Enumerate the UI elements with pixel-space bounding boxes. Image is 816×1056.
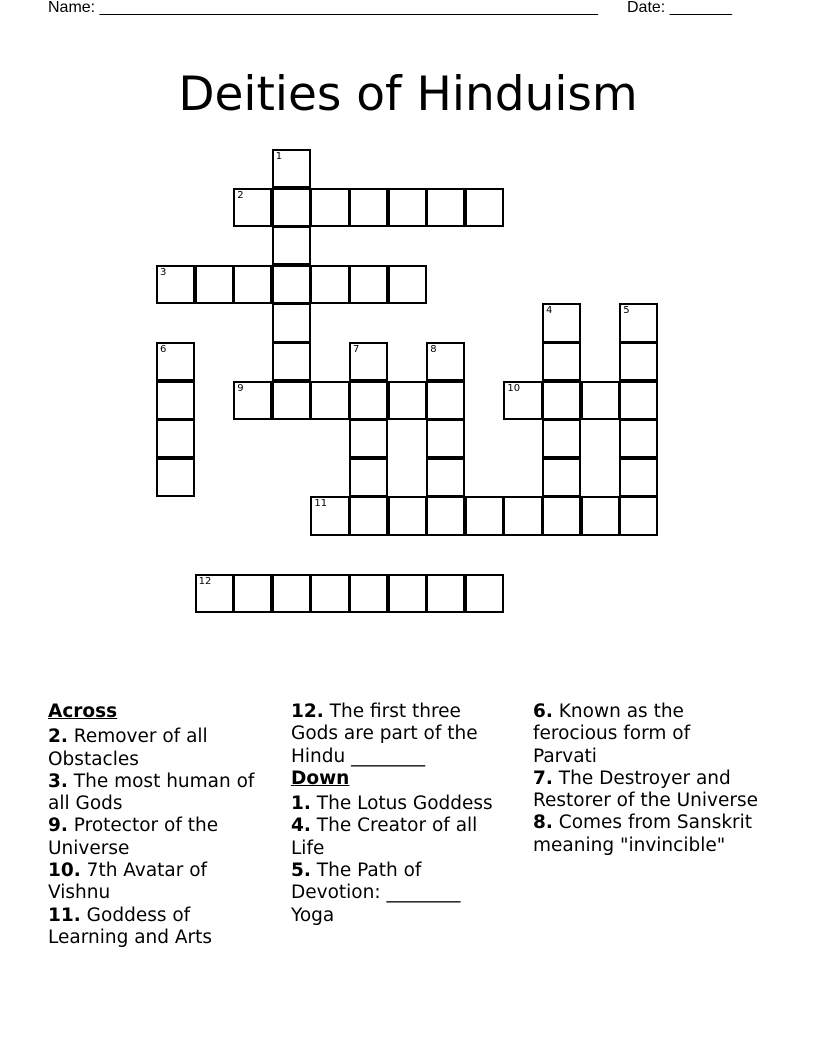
grid-cell[interactable] <box>465 188 504 227</box>
grid-cell[interactable] <box>156 342 195 381</box>
grid-cell[interactable] <box>426 381 465 420</box>
grid-cell[interactable] <box>542 458 581 497</box>
clue-number: 3. <box>48 770 68 792</box>
grid-cell[interactable] <box>233 188 272 227</box>
grid-cell[interactable] <box>310 496 349 535</box>
cell-number: 2 <box>237 189 244 201</box>
clue-down-1 <box>291 793 506 815</box>
grid-cell[interactable] <box>156 458 195 497</box>
grid-cell[interactable] <box>233 574 272 613</box>
cell-number: 9 <box>237 382 244 394</box>
clue-number: 9. <box>48 815 68 837</box>
cell-number: 1 <box>275 151 283 162</box>
grid-cell[interactable] <box>195 265 234 304</box>
clue-number: 1. <box>291 793 311 815</box>
grid-cell[interactable] <box>349 188 388 227</box>
grid-cell[interactable] <box>349 458 388 497</box>
date-field-label: Date: _______ <box>627 0 732 16</box>
clue-number: 12. <box>291 701 324 722</box>
grid-cell[interactable] <box>272 381 311 420</box>
grid-cell[interactable] <box>465 574 504 613</box>
grid-cell[interactable] <box>542 381 581 420</box>
clue-text: Goddess of Learning and Arts <box>48 904 213 948</box>
clue-text: The most human of all Gods <box>48 770 255 815</box>
grid-cell[interactable] <box>388 188 427 227</box>
page-title: Deities of Hinduism <box>178 67 638 123</box>
grid-cell[interactable] <box>619 458 658 497</box>
grid-cell[interactable] <box>156 419 195 458</box>
cell-number: 12 <box>198 575 212 587</box>
grid-cell[interactable] <box>156 381 195 420</box>
clue-text: The Creator of all Life <box>291 815 478 859</box>
grid-cell[interactable] <box>349 342 388 381</box>
grid-cell[interactable] <box>426 342 465 381</box>
grid-cell[interactable] <box>619 496 658 535</box>
clue-number: 7. <box>533 767 553 789</box>
grid-cell[interactable] <box>349 496 388 535</box>
name-field-label: Name: ________________________________________________________ <box>48 0 598 16</box>
clue-number: 4. <box>291 815 311 837</box>
clue-text: The Lotus Goddess <box>316 793 493 815</box>
grid-cell[interactable] <box>310 265 349 304</box>
cell-number: 10 <box>507 382 521 394</box>
grid-cell[interactable] <box>465 496 504 535</box>
grid-cell[interactable] <box>349 265 388 304</box>
clue-text: The Destroyer and Restorer of the Universe <box>533 767 758 812</box>
clue-down-6 <box>533 701 758 768</box>
grid-cell[interactable] <box>426 496 465 535</box>
grid-cell[interactable] <box>388 381 427 420</box>
clues-column-2 <box>291 701 506 927</box>
grid-cell[interactable] <box>310 188 349 227</box>
cell-number: 4 <box>546 305 553 317</box>
clue-across-2 <box>48 726 268 771</box>
grid-cell[interactable] <box>195 574 234 613</box>
grid-cell[interactable] <box>272 149 311 188</box>
down-heading: Down <box>291 767 350 789</box>
clue-text: Protector of the Universe <box>48 815 219 859</box>
clue-across-10 <box>48 860 268 905</box>
clue-text: The Path of Devotion: ________ Yoga <box>291 860 461 926</box>
grid-cell[interactable] <box>272 303 311 342</box>
clue-text: The first three Gods are part of the Hindu ________ <box>291 701 478 767</box>
clue-number: 6. <box>533 701 553 722</box>
clue-number: 11. <box>48 904 81 926</box>
grid-cell[interactable] <box>581 381 620 420</box>
clue-text: 7th Avatar of Vishnu <box>48 860 208 904</box>
grid-cell[interactable] <box>272 574 311 613</box>
clue-down-7 <box>533 768 758 813</box>
grid-cell[interactable] <box>272 188 311 227</box>
grid-cell[interactable] <box>388 574 427 613</box>
cell-number: 8 <box>430 344 437 355</box>
grid-cell[interactable] <box>272 265 311 304</box>
grid-cell[interactable] <box>619 303 658 342</box>
grid-cell[interactable] <box>349 419 388 458</box>
clue-across-11 <box>48 905 268 950</box>
clue-down-4 <box>291 815 506 860</box>
grid-cell[interactable] <box>542 496 581 535</box>
grid-cell[interactable] <box>310 381 349 420</box>
clue-across-12 <box>291 701 506 768</box>
clue-text: Remover of all Obstacles <box>48 726 208 770</box>
grid-cell[interactable] <box>272 226 311 265</box>
clues-column-1 <box>48 701 268 949</box>
clue-number: 2. <box>48 726 68 748</box>
clue-text: Comes from Sanskrit meaning "invincible" <box>533 812 753 856</box>
clue-number: 8. <box>533 812 553 834</box>
cell-number: 3 <box>160 266 167 278</box>
grid-cell[interactable] <box>542 342 581 381</box>
grid-cell[interactable] <box>581 496 620 535</box>
grid-cell[interactable] <box>503 496 542 535</box>
clues-column-3 <box>533 701 758 857</box>
clue-text: Known as the ferocious form of Parvati <box>533 701 691 767</box>
grid-cell[interactable] <box>426 458 465 497</box>
across-heading: Across <box>48 701 118 722</box>
cell-number: 5 <box>623 305 630 317</box>
grid-cell[interactable] <box>349 574 388 613</box>
grid-cell[interactable] <box>619 419 658 458</box>
grid-cell[interactable] <box>426 574 465 613</box>
grid-cell[interactable] <box>272 342 311 381</box>
grid-cell[interactable] <box>310 574 349 613</box>
clue-across-9 <box>48 815 268 860</box>
cell-number: 6 <box>160 344 167 355</box>
cell-number: 11 <box>314 498 328 510</box>
grid-cell[interactable] <box>542 419 581 458</box>
grid-cell[interactable] <box>542 303 581 342</box>
clue-number: 10. <box>48 860 81 882</box>
clue-across-3 <box>48 771 268 816</box>
grid-cell[interactable] <box>388 496 427 535</box>
grid-cell[interactable] <box>426 419 465 458</box>
grid-cell[interactable] <box>388 265 427 304</box>
grid-cell[interactable] <box>349 381 388 420</box>
grid-cell[interactable] <box>619 342 658 381</box>
clue-down-5 <box>291 860 506 927</box>
cell-number: 7 <box>353 344 360 355</box>
clue-number: 5. <box>291 860 311 882</box>
grid-cell[interactable] <box>426 188 465 227</box>
grid-cell[interactable] <box>619 381 658 420</box>
grid-cell[interactable] <box>156 265 195 304</box>
grid-cell[interactable] <box>233 381 272 420</box>
grid-cell[interactable] <box>503 381 542 420</box>
grid-cell[interactable] <box>233 265 272 304</box>
clue-down-8 <box>533 812 758 857</box>
